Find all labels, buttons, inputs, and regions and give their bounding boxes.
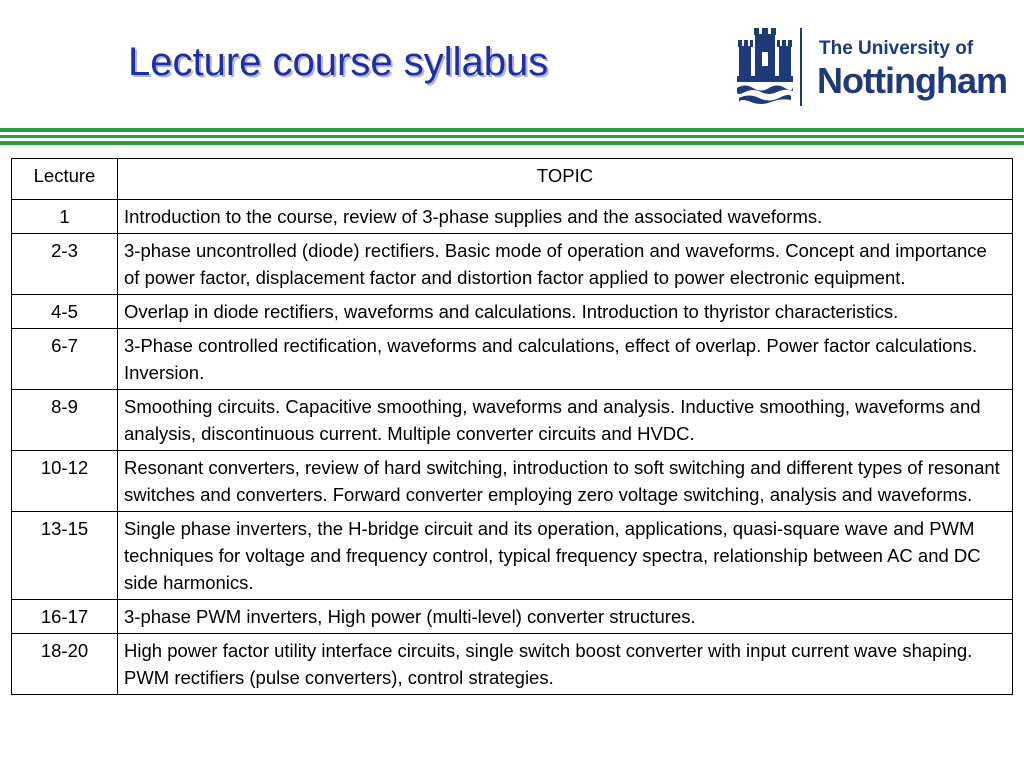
lecture-topic: Smoothing circuits. Capacitive smoothing, waveforms and analysis. Inductive smoothing, waveforms and analysis, discontinuous current. Multiple converter circuits and HVDC. [118, 390, 1013, 451]
table-row [12, 390, 1013, 451]
lecture-number: 6-7 [12, 329, 118, 390]
table-row [12, 295, 1013, 329]
lecture-number: 16-17 [12, 600, 118, 634]
lecture-topic: High power factor utility interface circuits, single switch boost converter with input current wave shaping. PWM rectifiers (pulse converters), control strategies. [118, 634, 1013, 695]
logo-text-line2: Nottingham [817, 60, 1007, 101]
lecture-number: 1 [12, 200, 118, 234]
lecture-number: 2-3 [12, 234, 118, 295]
lecture-number: 13-15 [12, 512, 118, 600]
table-row [12, 329, 1013, 390]
table-row [12, 234, 1013, 295]
table-row [12, 512, 1013, 600]
castle-crest-icon [735, 28, 795, 104]
lecture-topic: 3-phase PWM inverters, High power (multi-level) converter structures. [118, 600, 1013, 634]
lecture-topic: Introduction to the course, review of 3-phase supplies and the associated waveforms. [118, 200, 1013, 234]
lecture-number: 8-9 [12, 390, 118, 451]
lecture-number: 10-12 [12, 451, 118, 512]
lecture-number: 4-5 [12, 295, 118, 329]
lecture-topic: 3-Phase controlled rectification, waveforms and calculations, effect of overlap. Power factor calculations. Inversion. [118, 329, 1013, 390]
lecture-topic: Resonant converters, review of hard switching, introduction to soft switching and different types of resonant switches and converters. Forward converter employing zero voltage switching, analysis and waveforms. [118, 451, 1013, 512]
table-row [12, 634, 1013, 695]
table-header-row [12, 159, 1013, 200]
logo-text-line1: The University of [819, 38, 974, 59]
header-lecture: Lecture [12, 159, 118, 200]
slide-title: Lecture course syllabus [128, 40, 549, 84]
logo-divider [800, 28, 802, 106]
syllabus-table [11, 158, 1013, 695]
header-topic: TOPIC [118, 159, 1013, 200]
green-rule-middle [0, 135, 1024, 138]
table-row [12, 451, 1013, 512]
lecture-number: 18-20 [12, 634, 118, 695]
table-row [12, 200, 1013, 234]
lecture-topic: Single phase inverters, the H-bridge circuit and its operation, applications, quasi-square wave and PWM techniques for voltage and frequency control, typical frequency spectra, relationship between AC and DC side harmonics. [118, 512, 1013, 600]
lecture-topic: 3-phase uncontrolled (diode) rectifiers. Basic mode of operation and waveforms. Concept and importance of power factor, displacement factor and distortion factor applied to power electronic equipment. [118, 234, 1013, 295]
lecture-topic: Overlap in diode rectifiers, waveforms and calculations. Introduction to thyristor characteristics. [118, 295, 1013, 329]
green-rule-top [0, 128, 1024, 132]
green-rule-bottom [0, 141, 1024, 145]
table-row [12, 600, 1013, 634]
university-logo [735, 28, 1005, 108]
